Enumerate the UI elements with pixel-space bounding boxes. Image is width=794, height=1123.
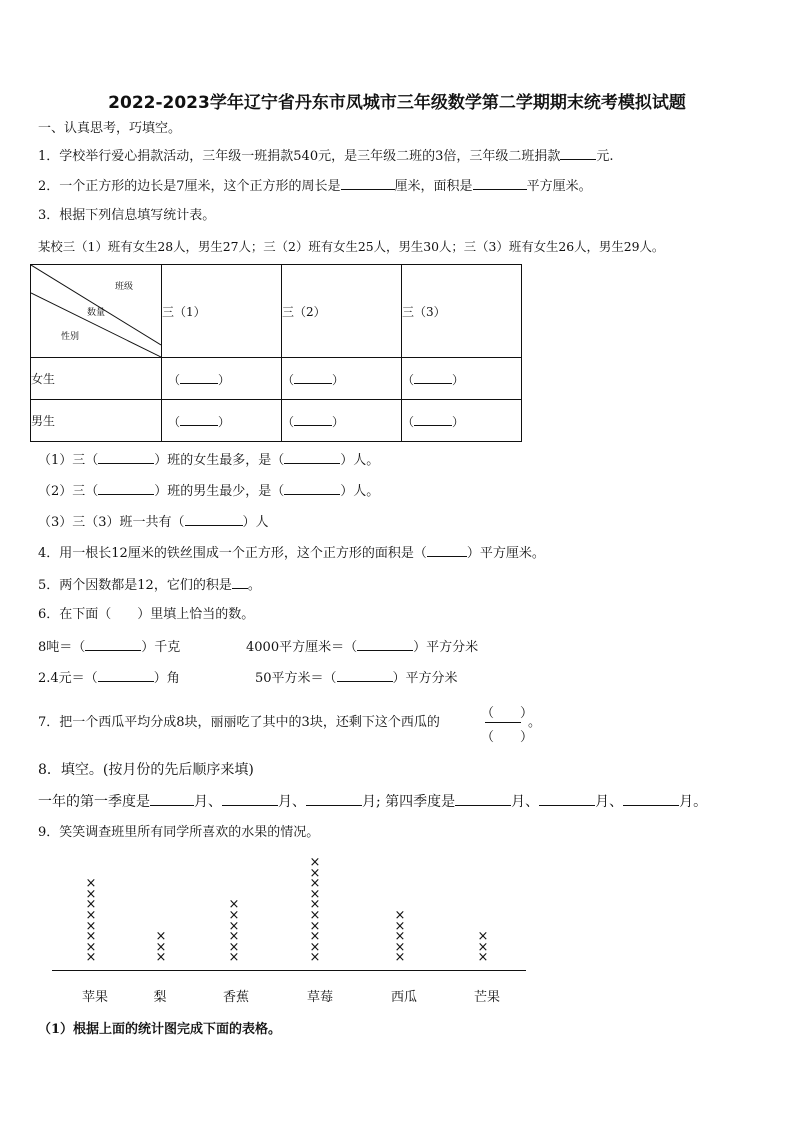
q3s3-total-blank[interactable]	[185, 512, 243, 526]
q6-ton-blank[interactable]	[85, 637, 141, 651]
q3-sub-2: （2）三（ ）班的男生最少，是（ ）人。	[38, 481, 379, 501]
page-title: 2022-2023学年辽宁省丹东市凤城市三年级数学第二学期期末统考模拟试题	[108, 93, 686, 113]
question-4: 4．用一根长12厘米的铁丝围成一个正方形，这个正方形的面积是（ ）平方厘米。	[38, 543, 545, 563]
cross-mark: ×	[85, 929, 97, 945]
cross-mark: ×	[85, 897, 97, 913]
diag-gender-label: 性别	[61, 332, 80, 342]
category-label: 西瓜	[390, 990, 417, 1005]
cross-mark: ×	[309, 929, 321, 945]
header-class-2: 三（2）	[282, 265, 402, 358]
cross-mark: ×	[85, 939, 97, 955]
question-8-title: 8．填空。(按月份的先后顺序来填)	[38, 762, 254, 778]
question-1	[38, 146, 614, 166]
category-label: 苹果	[81, 990, 108, 1005]
chart-baseline	[52, 970, 526, 971]
question-3-info: 某校三（1）班有女生28人，男生27人；三（2）班有女生25人，男生30人；三（3）班有女生26人，男生29人。	[38, 239, 665, 254]
question-2	[38, 176, 592, 196]
q2-area-blank[interactable]	[473, 176, 527, 190]
question-6-title: 6．在下面（ ）里填上恰当的数。	[38, 607, 255, 622]
q4-month-1-blank[interactable]	[455, 792, 511, 806]
cross-mark: ×	[155, 929, 167, 945]
cross-mark: ×	[394, 939, 406, 955]
cross-mark: ×	[394, 918, 406, 934]
diag-qty-label: 数量	[87, 308, 106, 318]
cross-mark: ×	[228, 918, 240, 934]
diag-class-label: 班级	[115, 282, 134, 292]
cross-mark: ×	[309, 939, 321, 955]
cross-mark: ×	[228, 950, 240, 966]
fraction-bar	[485, 722, 521, 723]
question-7: 7．把一个西瓜平均分成8块，丽丽吃了其中的3块，还剩下这个西瓜的	[38, 715, 440, 730]
cross-mark: ×	[394, 950, 406, 966]
cross-mark: ×	[309, 876, 321, 892]
cross-mark: ×	[228, 907, 240, 923]
cross-mark: ×	[477, 939, 489, 955]
cross-mark: ×	[394, 929, 406, 945]
fraction-denominator: （ ）	[481, 730, 534, 745]
q1-unit: 元.	[596, 149, 614, 164]
cross-mark: ×	[85, 886, 97, 902]
girls-c1-cell[interactable]: （ ）	[162, 358, 282, 400]
question-9-title: 9．笑笑调查班里所有同学所喜欢的水果的情况。	[38, 825, 320, 840]
category-label: 梨	[153, 990, 167, 1005]
q2-text-3: 平方厘米。	[526, 179, 592, 194]
cross-mark: ×	[309, 865, 321, 881]
q3s1-count-blank[interactable]	[284, 450, 340, 464]
cross-mark: ×	[477, 929, 489, 945]
q5-product-blank[interactable]	[232, 575, 248, 589]
cross-mark: ×	[309, 950, 321, 966]
q1-month-3-blank[interactable]	[306, 792, 362, 806]
cross-mark: ×	[155, 950, 167, 966]
q3-sub-1: （1）三（ ）班的女生最多，是（ ）人。	[38, 450, 379, 470]
cross-mark: ×	[309, 886, 321, 902]
header-class-1: 三（1）	[162, 265, 282, 358]
cross-mark: ×	[228, 897, 240, 913]
pictograph-column-4	[392, 908, 408, 966]
question-3-title: 3．根据下列信息填写统计表。	[38, 208, 216, 223]
cross-mark: ×	[394, 908, 406, 923]
cross-mark: ×	[85, 918, 97, 934]
cross-mark: ×	[477, 950, 489, 966]
stat-table	[30, 264, 522, 442]
q6-row-2-left: 2.4元＝（ ）角	[38, 668, 180, 688]
question-5: 5．两个因数都是12，它们的积是 。	[38, 575, 261, 595]
category-label: 香蕉	[222, 990, 249, 1005]
diagonal-header-cell	[31, 265, 162, 358]
girls-c2-cell[interactable]: （ ）	[282, 358, 402, 400]
table-row-girls	[31, 358, 522, 400]
q2-text: 2．一个正方形的边长是7厘米，这个正方形的周长是	[38, 179, 341, 194]
q9-sub-1: （1）根据上面的统计图完成下面的表格。	[38, 1022, 282, 1037]
q1-text: 1．学校举行爱心捐款活动，三年级一班捐款540元，是三年级二班的3倍，三年级二班捐款	[38, 149, 561, 164]
q6-row-2-right: 50平方米＝（ ）平方分米	[255, 668, 458, 688]
pictograph-column-1	[153, 929, 169, 966]
cross-mark: ×	[85, 876, 97, 892]
q3s2-class-blank[interactable]	[98, 481, 154, 495]
q6-sqcm-blank[interactable]	[357, 637, 413, 651]
cross-mark: ×	[155, 939, 167, 955]
q2-text-2: 厘米，面积是	[394, 179, 473, 194]
q3s1-class-blank[interactable]	[98, 450, 154, 464]
cross-mark: ×	[309, 918, 321, 934]
q1-month-1-blank[interactable]	[150, 792, 194, 806]
table-row-boys	[31, 400, 522, 442]
q1-month-2-blank[interactable]	[222, 792, 278, 806]
q3-sub-3: （3）三（3）班一共有（ ）人	[38, 512, 269, 532]
q6-yuan-blank[interactable]	[98, 668, 154, 682]
q4-month-3-blank[interactable]	[623, 792, 679, 806]
pictograph-column-0	[83, 876, 99, 966]
q7-period: 。	[528, 715, 542, 730]
q6-sqm-blank[interactable]	[337, 668, 393, 682]
boys-c1-cell[interactable]: （ ）	[162, 400, 282, 442]
row-label-boys: 男生	[31, 400, 162, 442]
row-label-girls: 女生	[31, 358, 162, 400]
fruit-pictograph	[0, 840, 794, 1020]
question-8-body: 一年的第一季度是 月、 月、 月; 第四季度是 月、 月、 月。	[38, 794, 708, 810]
category-label: 草莓	[306, 990, 333, 1005]
pictograph-column-5	[475, 929, 491, 966]
cross-mark: ×	[228, 939, 240, 955]
cross-mark: ×	[309, 855, 321, 870]
boys-c2-cell[interactable]: （ ）	[282, 400, 402, 442]
boys-c3-cell[interactable]: （ ）	[402, 400, 522, 442]
category-label: 芒果	[473, 990, 500, 1005]
header-class-3: 三（3）	[402, 265, 522, 358]
cross-mark: ×	[309, 907, 321, 923]
q7-fraction-blank[interactable]	[481, 700, 534, 746]
q3s2-count-blank[interactable]	[284, 481, 340, 495]
cross-mark: ×	[85, 950, 97, 966]
section-1-heading: 一、认真思考，巧填空。	[38, 121, 182, 136]
cross-mark: ×	[309, 897, 321, 913]
pictograph-column-3	[307, 855, 323, 966]
q2-perimeter-blank[interactable]	[341, 176, 395, 190]
pictograph-column-2	[226, 897, 242, 966]
girls-c3-cell[interactable]: （ ）	[402, 358, 522, 400]
cross-mark: ×	[85, 907, 97, 923]
q6-row-1-right: 4000平方厘米＝（ ）平方分米	[246, 637, 478, 657]
q4-month-2-blank[interactable]	[539, 792, 595, 806]
q1-answer-blank[interactable]	[560, 146, 596, 160]
q6-row-1-left: 8吨＝（ ）千克	[38, 637, 180, 657]
fraction-numerator: （ ）	[481, 706, 534, 721]
cross-mark: ×	[228, 929, 240, 945]
q4-area-blank[interactable]	[427, 543, 467, 557]
